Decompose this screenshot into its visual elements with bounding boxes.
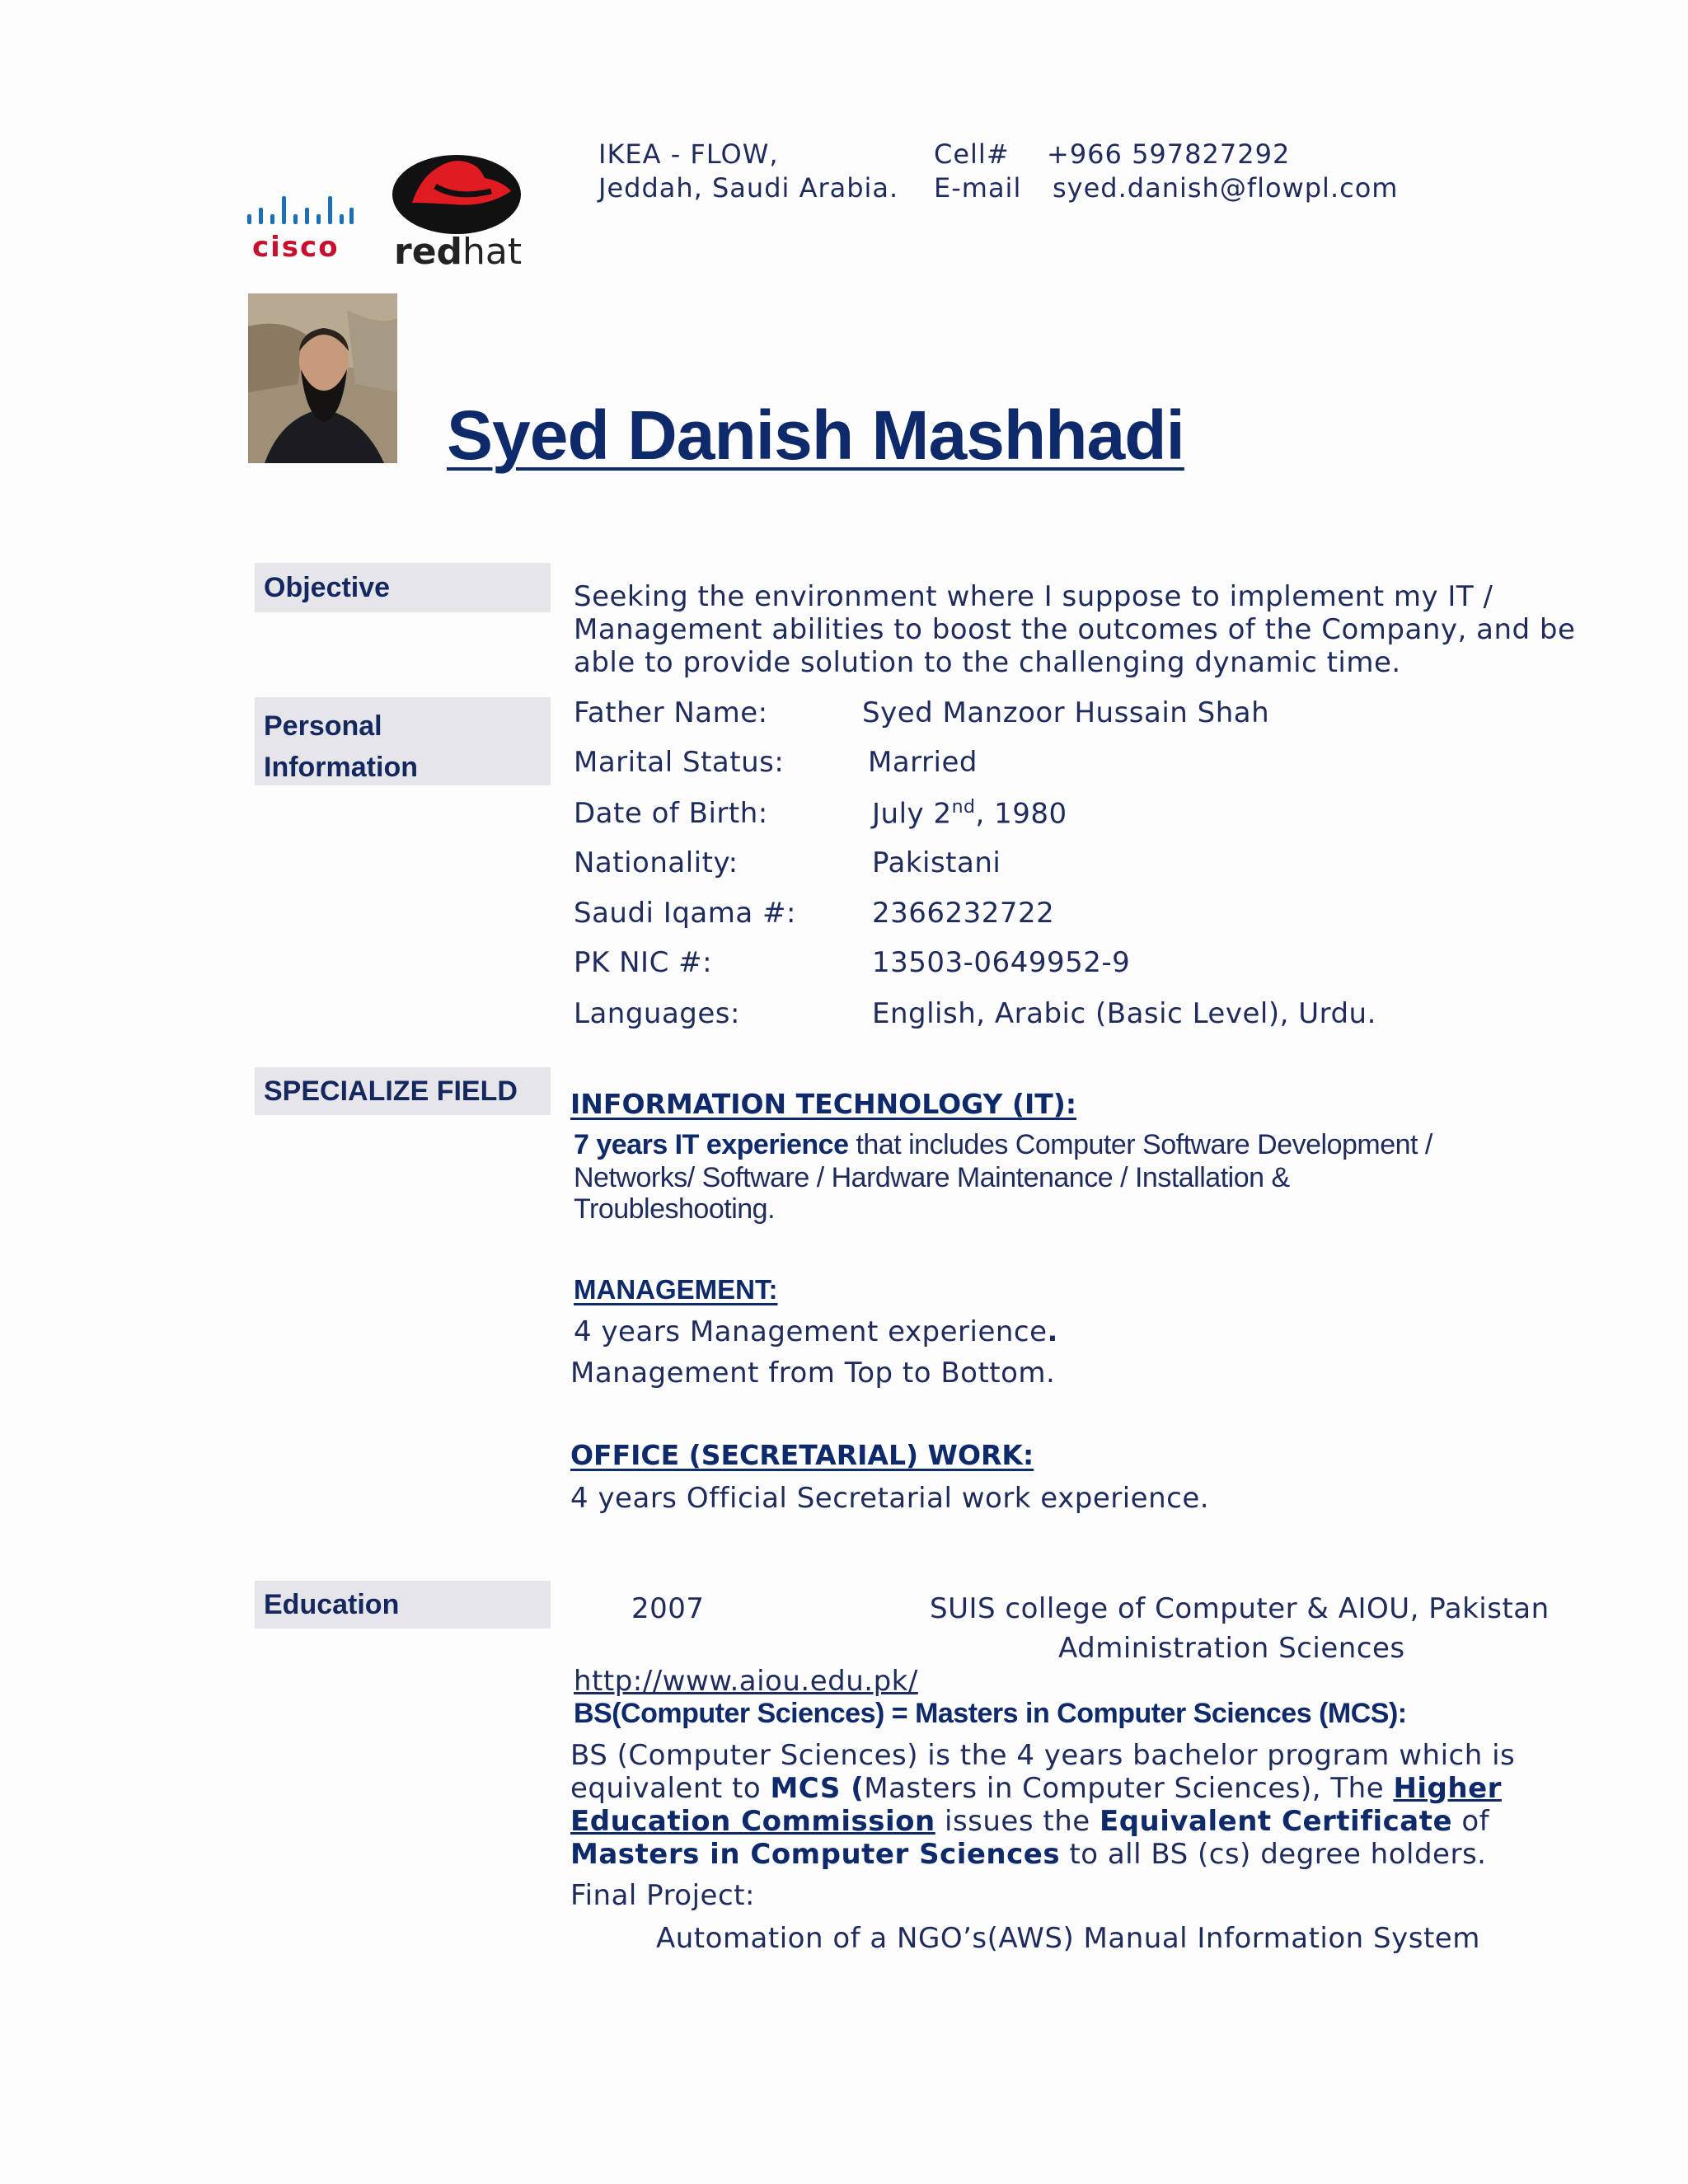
aiou-website-link[interactable]: http://www.aiou.edu.pk/ xyxy=(574,1665,918,1698)
email-address: syed.danish@flowpl.com xyxy=(1053,172,1399,204)
marital-status-key: Marital Status: xyxy=(574,746,785,779)
degree-desc-line-4 xyxy=(570,1838,1486,1871)
it-line-3: Troubleshooting. xyxy=(574,1193,776,1225)
education-institution: SUIS college of Computer & AIOU, Pakistan xyxy=(930,1592,1550,1625)
email-label: E-mail xyxy=(934,172,1022,204)
education-year: 2007 xyxy=(631,1592,705,1625)
degree-desc-line-1: BS (Computer Sciences) is the 4 years bachelor program which is xyxy=(570,1739,1516,1772)
redhat-wordmark-red: red xyxy=(394,231,463,273)
education-institution-line2: Administration Sciences xyxy=(1058,1632,1405,1665)
objective-line-3: able to provide solution to the challenging dynamic time. xyxy=(574,646,1401,679)
candidate-name: Syed Danish Mashhadi xyxy=(447,396,1184,474)
redhat-logo xyxy=(387,145,528,273)
dob-key: Date of Birth: xyxy=(574,797,768,830)
personal-info-label xyxy=(255,697,551,785)
personal-info-label-line1: Personal xyxy=(264,710,382,742)
degree-desc-line-3 xyxy=(570,1805,1489,1838)
dob-value-suffix: , 1980 xyxy=(975,797,1067,831)
degree-desc-l3-a: Education Commission xyxy=(570,1805,935,1838)
iqama-key: Saudi Iqama #: xyxy=(574,897,796,930)
degree-desc-l2-a: equivalent to xyxy=(570,1772,771,1805)
objective-label: Objective xyxy=(255,563,551,612)
cell-label: Cell# xyxy=(934,138,1010,170)
father-name-value: Syed Manzoor Hussain Shah xyxy=(862,696,1270,729)
nationality-key: Nationality: xyxy=(574,846,738,879)
nic-value: 13503-0649952-9 xyxy=(872,946,1131,979)
degree-desc-l3-b: issues the xyxy=(935,1805,1100,1838)
office-work-heading: OFFICE (SECRETARIAL) WORK: xyxy=(570,1439,1034,1471)
redhat-wordmark-hat: hat xyxy=(462,231,523,273)
education-label: Education xyxy=(255,1581,551,1629)
cisco-logo xyxy=(246,190,354,265)
degree-desc-l3-c: Equivalent Certificate xyxy=(1099,1805,1453,1838)
it-line-1 xyxy=(574,1129,1432,1161)
father-name-key: Father Name: xyxy=(574,696,768,729)
it-heading: INFORMATION TECHNOLOGY (IT): xyxy=(570,1088,1077,1120)
profile-photo xyxy=(248,293,397,463)
degree-desc-line-2 xyxy=(570,1772,1502,1805)
company-name: IKEA - FLOW, xyxy=(598,138,779,170)
management-line-1 xyxy=(574,1315,1058,1348)
company-location: Jeddah, Saudi Arabia. xyxy=(598,172,899,204)
degree-desc-l4-a: Masters in Computer Sciences xyxy=(570,1838,1061,1871)
marital-status-value: Married xyxy=(868,746,978,779)
degree-desc-l2-b: MCS ( xyxy=(770,1772,865,1805)
management-line-1-end: . xyxy=(1047,1315,1058,1348)
it-line-2: Networks/ Software / Hardware Maintenance / Installation & xyxy=(574,1162,1290,1193)
cell-number: +966 597827292 xyxy=(1047,138,1291,170)
objective-line-2: Management abilities to boost the outcomes of the Company, and be xyxy=(574,613,1576,646)
cisco-wordmark: cisco xyxy=(252,231,340,264)
it-experience-bold: 7 years IT experience xyxy=(574,1129,849,1160)
languages-value: English, Arabic (Basic Level), Urdu. xyxy=(872,997,1376,1030)
dob-value-prefix: July 2 xyxy=(872,797,952,831)
degree-heading: BS(Computer Sciences) = Masters in Computer Sciences (MCS): xyxy=(574,1698,1407,1729)
nic-key: PK NIC #: xyxy=(574,946,713,979)
iqama-value: 2366232722 xyxy=(872,897,1055,930)
final-project-title: Automation of a NGO’s(AWS) Manual Information System xyxy=(656,1922,1480,1955)
specialize-field-label: SPECIALIZE FIELD xyxy=(255,1067,551,1115)
objective-line-1: Seeking the environment where I suppose to implement my IT / xyxy=(574,580,1493,613)
final-project-label: Final Project: xyxy=(570,1879,755,1912)
office-work-line: 4 years Official Secretarial work experience. xyxy=(570,1482,1210,1515)
it-line-1-rest: that includes Computer Software Development / xyxy=(848,1129,1432,1160)
languages-key: Languages: xyxy=(574,997,740,1030)
dob-value xyxy=(872,797,1067,830)
degree-desc-l2-c: Masters in Computer Sciences), The xyxy=(864,1772,1394,1805)
dob-value-sup: nd xyxy=(951,797,976,818)
management-line-1-text: 4 years Management experience xyxy=(574,1315,1048,1348)
degree-desc-l2-d: Higher xyxy=(1393,1772,1502,1805)
management-line-2: Management from Top to Bottom. xyxy=(570,1357,1056,1390)
nationality-value: Pakistani xyxy=(872,846,1001,879)
degree-desc-l3-d: of xyxy=(1452,1805,1490,1838)
degree-desc-l4-b: to all BS (cs) degree holders. xyxy=(1060,1838,1487,1871)
personal-info-label-line2: Information xyxy=(264,752,418,783)
management-heading: MANAGEMENT: xyxy=(574,1274,778,1305)
